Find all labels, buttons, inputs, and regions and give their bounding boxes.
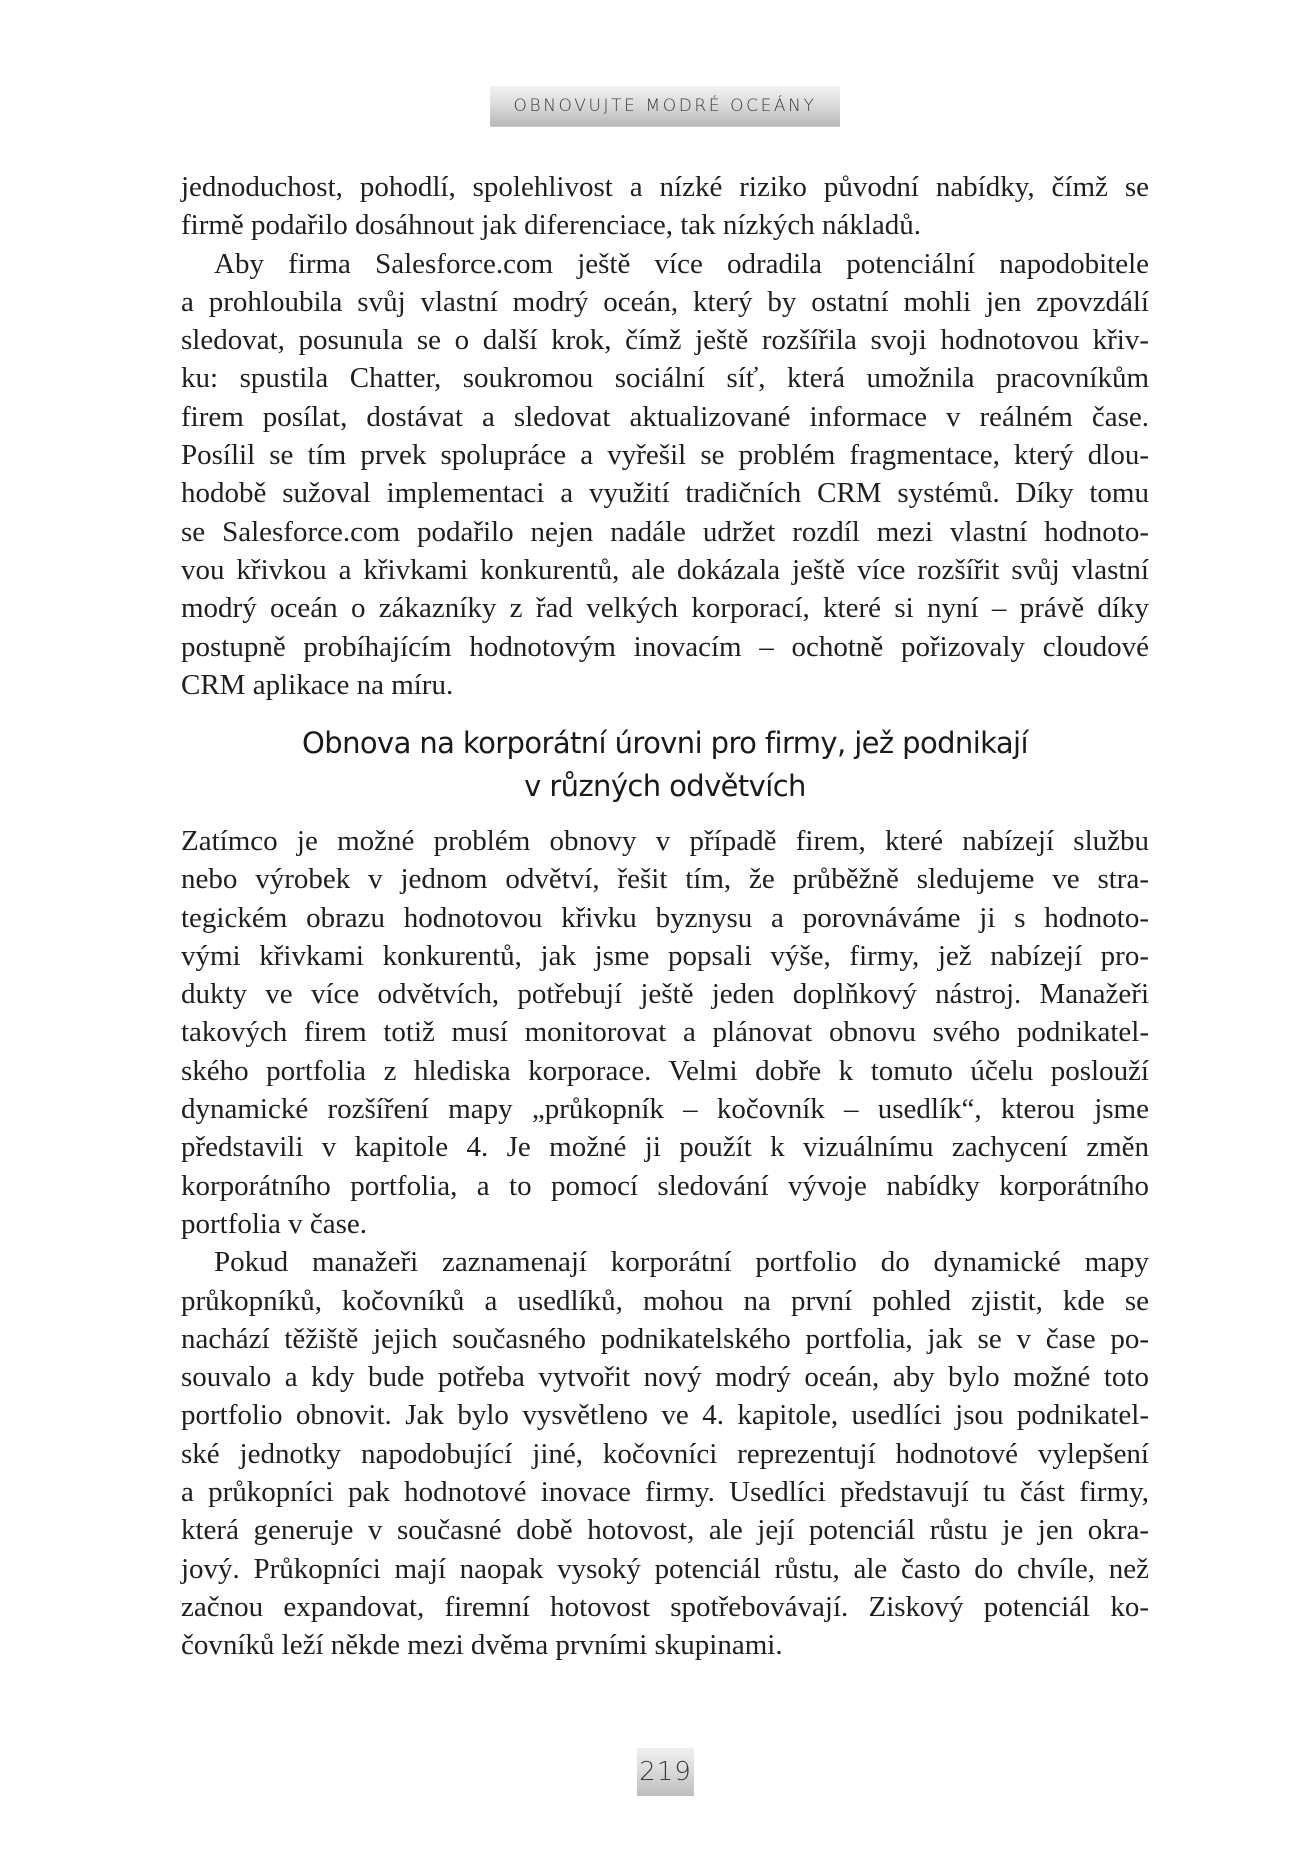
- text-line: firem posílat, dostávat a sledovat aktualizované informace v reálném čase.: [181, 400, 1149, 433]
- paragraph: [181, 168, 1149, 245]
- text-line: Zatímco je možné problém obnovy v případě firem, které nabízejí službu: [181, 825, 1149, 857]
- text-line: začnou expandovat, firemní hotovost spotřebovávají. Ziskový potenciál ko-: [181, 1590, 1149, 1623]
- text-line: která generuje v současné době hotovost, ale její potenciál růstu je jen okra-: [181, 1514, 1149, 1547]
- text-line: takových firem totiž musí monitorovat a plánovat obnovu svého podnikatel-: [181, 1016, 1149, 1049]
- text-line: ské jednotky napodobující jiné, kočovníci reprezentují hodnotové vylepšení: [181, 1437, 1149, 1470]
- text-line: představili v kapitole 4. Je možné ji použít k vizuálnímu zachycení změn: [181, 1131, 1149, 1164]
- text-line: Pokud manažeři zaznamenají korporátní portfolio do dynamické mapy: [214, 1246, 1149, 1279]
- text-line: korporátního portfolia, a to pomocí sledování vývoje nabídky korporátního: [181, 1169, 1149, 1202]
- text-line: souvalo a kdy bude potřeba vytvořit nový modrý oceán, aby bylo možné toto: [181, 1361, 1149, 1394]
- text-line: portfolio obnovit. Jak bylo vysvětleno ve 4. kapitole, usedlíci jsou podnikatel-: [181, 1399, 1149, 1432]
- text-line: čovníků leží někde mezi dvěma prvními skupinami.: [181, 1629, 783, 1662]
- text-line: nachází těžiště jejich současného podnikatelského portfolia, jak se v čase po-: [181, 1322, 1149, 1355]
- text-line: vými křivkami konkurentů, jak jsme popsali výše, firmy, jež nabízejí pro-: [181, 939, 1149, 972]
- text-line: se Salesforce.com podařilo nejen nadále udržet rozdíl mezi vlastní hodnoto-: [181, 515, 1149, 548]
- running-header-title: OBNOVUJTE MODRÉ OCEÁNY: [513, 96, 817, 116]
- text-line: a průkopníci pak hodnotové inovace firmy. Usedlíci představují tu část firmy,: [181, 1476, 1149, 1509]
- page-number: [637, 1748, 694, 1796]
- page-number-text: 219: [639, 1757, 692, 1787]
- section-heading-line: v různých odvětvích: [524, 769, 806, 803]
- text-line: ku: spustila Chatter, soukromou sociální síť, která umožnila pracovníkům: [181, 362, 1149, 395]
- text-line: dukty ve více odvětvích, potřebují ještě jeden doplňkový nástroj. Manažeři: [181, 978, 1149, 1011]
- text-line: Posílil se tím prvek spolupráce a vyřešil se problém fragmentace, který dlou-: [181, 439, 1149, 472]
- text-line: Aby firma Salesforce.com ještě více odradila potenciální napodobitele: [214, 247, 1149, 280]
- body-text-top: [181, 168, 1149, 704]
- body-text-bottom: [181, 822, 1149, 1665]
- text-line: tegickém obrazu hodnotovou křivku byznysu a porovnáváme ji s hodnoto-: [181, 901, 1149, 934]
- section-heading-line: Obnova na korporátní úrovni pro firmy, jež podnikají: [302, 726, 1028, 760]
- text-line: jový. Průkopníci mají naopak vysoký potenciál růstu, ale často do chvíle, než: [181, 1552, 1149, 1585]
- paragraph: [181, 245, 1149, 705]
- text-line: vou křivkou a křivkami konkurentů, ale dokázala ještě více rozšířit svůj vlastní: [181, 553, 1149, 586]
- text-line: postupně probíhajícím hodnotovým inovacím – ochotně pořizovaly cloudové: [181, 630, 1149, 663]
- text-line: modrý oceán o zákazníky z řad velkých korporací, které si nyní – právě díky: [181, 592, 1149, 625]
- paragraph: [181, 1243, 1149, 1664]
- text-line: průkopníků, kočovníků a usedlíků, mohou na první pohled zjistit, kde se: [181, 1284, 1149, 1317]
- text-line: firmě podařilo dosáhnout jak diferenciace, tak nízkých nákladů.: [181, 209, 922, 242]
- text-line: sledovat, posunula se o další krok, čímž ještě rozšířila svoji hodnotovou křiv-: [181, 324, 1149, 357]
- text-line: dynamické rozšíření mapy „průkopník – kočovník – usedlík“, kterou jsme: [181, 1093, 1149, 1126]
- text-line: a prohloubila svůj vlastní modrý oceán, který by ostatní mohli jen zpovzdálí: [181, 285, 1149, 318]
- text-line: hodobě sužoval implementaci a využití tradičních CRM systémů. Díky tomu: [181, 477, 1149, 510]
- text-line: portfolia v čase.: [181, 1207, 368, 1240]
- section-heading: [181, 722, 1149, 808]
- running-header: [490, 86, 840, 126]
- text-line: jednoduchost, pohodlí, spolehlivost a nízké riziko původní nabídky, čímž se: [181, 171, 1149, 203]
- paragraph: [181, 822, 1149, 1243]
- text-line: ského portfolia z hlediska korporace. Velmi dobře k tomuto účelu poslouží: [181, 1054, 1149, 1087]
- text-line: CRM aplikace na míru.: [181, 668, 454, 701]
- text-line: nebo výrobek v jednom odvětví, řešit tím, že průběžně sledujeme ve stra-: [181, 863, 1149, 896]
